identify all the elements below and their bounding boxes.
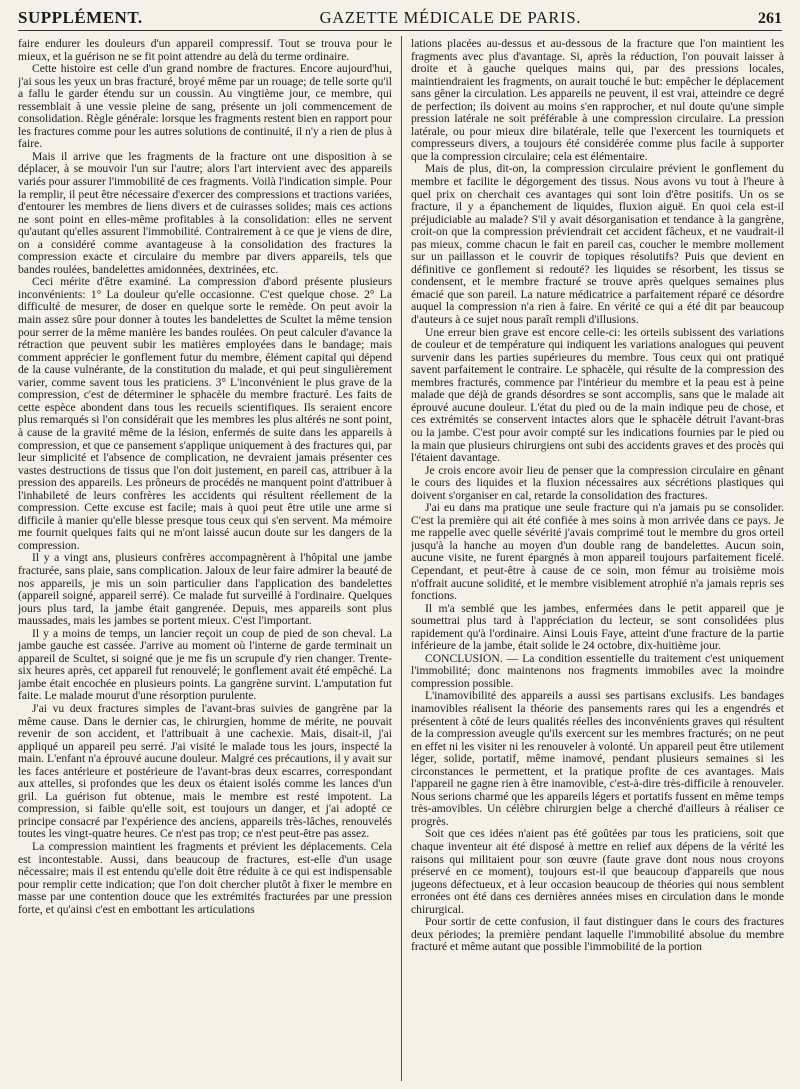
paragraph: J'ai vu deux fractures simples de l'avant-bras suivies de gangrène par la même cause. Dans le dernier cas, le chirurgien, homme de mérite, ne pouvait revenir de son accident, et l'attribuait à une cachexie. Mais, disait-il, j'ai appliqué un appareil peu serré. J'ai visité le malade tous les jours, inspecté la main. L'enfant n'a éprouvé aucune douleur. Malgré ces précautions, il y avait sur les faces antérieure et postérieure de l'avant-bras deux escarres, correspondant aux attelles, si profondes que les deux os étaient isolés comme les lances d'un gril. La guérison fut obtenue, mais le membre est resté impotent. La compression, si faible qu'elle soit, est toujours un danger, et j'ai adopté ce principe consacré par l'expérience des anciens, appareils très-lâches, renouvelés toutes les vingt-quatre heures. Ce n'est pas trop; ce n'est peut-être pas assez. (18, 701, 392, 841)
conclusion-paragraph: CONCLUSION. — La condition essentielle du traitement c'est uniquement l'immobilité; donc maintenons nos fragments immobiles avec la moindre compression possible. (411, 651, 784, 690)
paragraph: Pour sortir de cette confusion, il faut distinguer dans le cours des fractures deux périodes; la première pendant laquelle l'immobilité absolue du membre fracturé et même autant que possible l'immobilité de la portion (411, 915, 784, 954)
section-label: SUPPLÉMENT. (18, 8, 143, 27)
paragraph: Mais de plus, dit-on, la compression circulaire prévient le gonflement du membre et facilite le dégorgement des tissus. Nous avons vu tout à l'heure à quel prix on cherchait ces avantages qui sont loin d'être positifs. Un os se fracture, il y a épanchement de liquides, fluxion aiguë. En quoi cela est-il préjudiciable au malade? S'il y avait désorganisation et tendance à la gangrène, croit-on que la compression préviendrait cet accident fâcheux, et ne vaudrait-il pas mieux, comme chacun le fait en pareil cas, coucher le membre mollement sur un paillasson et le couvrir de topiques résolutifs? Puis que devient en définitive ce gonflement si redouté? les liquides se résorbent, les tissus se condensent, et le membre fracturé se trouve après quelques semaines plus émacié que son pareil. La nature médicatrice a parfaitement réparé ce désordre auquel la compression n'a rien à faire. En vérité ce qui a été dit par beaucoup d'auteurs à ce sujet nous paraît rempli d'illusions. (411, 162, 784, 327)
publication-title: GAZETTE MÉDICALE DE PARIS. (319, 8, 582, 27)
left-column (18, 38, 392, 1083)
paragraph: Mais il arrive que les fragments de la fracture ont une disposition à se déplacer, à se mouvoir l'un sur l'autre; alors l'art intervient avec des appareils variés pour assurer l'immobilité de ces fragments. Voilà l'indication simple. Pour la remplir, il peut être nécessaire d'exercer des compressions et tractions variées, d'entourer les membres de liens divers et de cuirasses solides; mais ces actions ne sont point en elles-même profitables à la consolidation: elles ne servent qu'autant qu'elles assurent l'immobilité. Contrairement à ce que je viens de dire, on a considéré comme avantageuse à la consolidation des fractures la compression exacte et circulaire du membre par divers appareils, tels que bandes roulées, bandelettes amidonnées, dextrinées, etc. (18, 149, 392, 276)
right-column (411, 38, 784, 1083)
page-header (18, 8, 782, 31)
paragraph: Il m'a semblé que les jambes, enfermées dans le petit appareil que je soumettrai plus tard à l'appréciation du lecteur, se sont consolidées plus rapidement qu'à l'ordinaire. Ainsi Louis Faye, atteint d'une fracture de la partie inférieure de la jambe, était solide le 24 octobre, dix-huitième jour. (411, 601, 784, 653)
paragraph: Ceci mérite d'être examiné. La compression d'abord présente plusieurs inconvénients: 1° La douleur qu'elle occasionne. C'est quelque chose. 2° La difficulté de mesurer, de doser en quelque sorte le remède. On peut avoir la main assez sûre pour donner à toutes les bandelettes de Scultet la même tension pour serrer de la même manière les bandes roulées. On peut calculer d'avance la rétraction que peuvent subir les matières employées dans le bandage; mais comment apprécier le gonflement futur du membre, élément capital qui dépend de la cause vulnérante, de la constitution du malade, et qui peut singulièrement varier, comme savent tous les praticiens. 3° L'inconvénient le plus grave de la compression, c'est de déterminer le sphacèle du membre fracturé. Les faits de cette espèce abondent dans tous les recueils scientifiques. Ils seraient encore plus remarqués si l'on considérait que les membres les plus altérés ne sont point, à cause de la gravité même de la lésion, enfermés de suite dans les appareils à compression, et que ce pansement s'applique uniquement à des fractures qui, par leur simplicité et l'absence de complication, ne devraient jamais présenter ces vastes destructions de tissus que l'on doit justement, en pareil cas, attribuer à la pression des appareils. Les prôneurs de procédés ne manquent point d'attribuer à l'inhabileté de leurs confrères les accidents qui résultent réellement de la compression. Cette excuse est facile; mais à quoi peut être utile une arme si difficile à manier qu'elle blesse presque tous ceux qui s'en servent. Ma mémoire me fournit quelques faits qui ne m'ont laissé aucun doute sur les dangers de la compression. (18, 275, 392, 552)
paragraph: La compression maintient les fragments et prévient les déplacements. Cela est incontestable. Aussi, dans beaucoup de fractures, est-elle d'un usage nécessaire; mais il est entendu qu'elle doit être réduite à ce qui est indispensable pour remplir cette indication; que l'on doit chercher plutôt à fixer le membre en masse par une contention douce que les extrémités fracturées par une pression forte, et qu'ainsi c'est en embottant les articulations (18, 840, 392, 916)
paragraph: lations placées au-dessus et au-dessous de la fracture que l'on maintient les fragments avec plus d'avantage. Si, après la réduction, l'on pouvait laisser à droite et à gauche quelques mains qui, par des pressions locales, maintiendraient les fragments, on aurait touché le but: empêcher le déplacement sans gêner la circulation. Les appareils ne peuvent, il est vrai, atteindre ce degré de perfection; ils doivent au moins s'en rapprocher, et nul doute qu'une simple pression latérale ne soit préférable à une compression circulaire. La pression latérale, ou pour mieux dire bilatérale, telle que l'exercent les tourniquets et compresseurs divers, a toujours été considérée comme plus facile à supporter que la compression circulaire; cela est élémentaire. (411, 38, 784, 163)
paragraph: faire endurer les douleurs d'un appareil compressif. Tout se trouva pour le mieux, et la guérison ne se fit point attendre au delà du terme ordinaire. (18, 38, 392, 63)
paragraph: J'ai eu dans ma pratique une seule fracture qui n'a jamais pu se consolider. C'est la première qui ait été confiée à mes soins à mon arrivée dans ce pays. Je me rappelle avec quelle sévérité j'avais comprimé tout le membre du gros orteil jusqu'à la hanche au moyen d'un double rang de bandelettes. Aucun soin, aucune visite, ne furent épargnés à mon appareil toujours parfaitement ficelé. Cependant, et peut-être à cause de ce soin, mon fémur au troisième mois n'offrait aucune solidité, et le membre visiblement atrophié n'a jamais repris ses fonctions. (411, 501, 784, 603)
paragraph: Une erreur bien grave est encore celle-ci: les orteils subissent des variations de couleur et de température qui indiquent les variations analogues qui peuvent survenir dans les parties supérieures du membre. Tous ceux qui ont pratiqué savent parfaitement le contraire. Le sphacèle, qui résulte de la compression des membres fracturés, commence par l'intérieur du membre et la peau est à peine malade que déjà de grands désordres se sont accomplis, sans que le malade ait éprouvé aucune douleur. L'état du pied ou de la main indique peu de chose, et ces extrémités se conservent intactes alors que le sphacèle détruit l'avant-bras ou la jambe. C'est pour avoir compté sur les indications fournies par le pied ou la main que plusieurs chirurgiens ont subi des accidents graves et des procès qui l'étaient davantage. (411, 325, 784, 465)
paragraph: Soit que ces idées n'aient pas été goûtées par tous les praticiens, soit que chaque inventeur ait été disposé à mettre en relief aux dépens de la vérité les raisons qui militaient pour son œuvre (faute grave dont nous nous croyons préservé en ce moment), toujours est-il que beaucoup d'appareils que nous jugeons défectueux, et à leur occasion beaucoup de théories qui nous semblent erronées ont été dans ces dernières années mises en circulation dans le monde chirurgical. (411, 827, 784, 916)
paragraph: Il y a vingt ans, plusieurs confrères accompagnèrent à l'hôpital une jambe fracturée, sans plaie, sans complication. Jaloux de leur faire admirer la beauté de nos appareils, je mis un soin particulier dans l'application des bandelettes (appareil soigné, appareil serré). Ce malade fut surveillé à l'ordinaire. Quelques jours plus tard, la jambe était gangrenée. Depuis, mes appareils sont plus maussades, mais les jambes se portent mieux. C'est l'important. (18, 551, 392, 628)
paragraph: Cette histoire est celle d'un grand nombre de fractures. Encore aujourd'hui, j'ai sous les yeux un bras fracturé, broyé même par un rouage; de telle sorte qu'il a fallu le garder étendu sur un coussin. Au vingtième jour, ce membre, qui ressemblait à une vessie pleine de sang, présente un joli commencement de consolidation. Règle générale: lorsque les fragments restent bien en rapport pour les fractures comme pour les autres solutions de continuité, il n'y a rien de plus à faire. (18, 62, 392, 151)
page-number: 261 (758, 10, 782, 27)
paragraph: L'inamovibilité des appareils a aussi ses partisans exclusifs. Les bandages inamovibles réalisent la théorie des pansements rares qui les a engendrés et présentent à côté de leurs qualités réelles des inconvénients graves qui résultent de la compression aveugle qu'ils exercent sur les membres fracturés; on ne peut en effet ni les visiter ni les renouveler à volonté. Un appareil peut être utilement léger, solide, portatif, même inamové, pendant plusieurs semaines si les circonstances le permettent, et la pratique profite de ces avantages. Mais l'appareil ne gagne rien à être inamovible, c'est-à-dire très-difficile à renouveler. Nous serions charmé que les appareils légers et portatifs fussent en même temps très-amovibles. Un célèbre chirurgien belge a cherché d'ailleurs à réaliser ce progrès. (411, 689, 784, 828)
paragraph: Je crois encore avoir lieu de penser que la compression circulaire en gênant le cours des liquides et la fluxion nécessaires aux sécrétions plastiques qui doivent s'organiser en cal, retarde la consolidation des fractures. (411, 463, 784, 502)
column-divider (401, 36, 402, 1081)
paragraph: Il y a moins de temps, un lancier reçoit un coup de pied de son cheval. La jambe gauche est cassée. J'arrive au moment où l'interne de garde terminait un appareil de Scultet, si soigné que je me fis un scrupule d'y rien changer. Trente-six heures après, cet appareil fut renouvelé; le gonflement avait été empêché. La jambe était encochée en plusieurs points. La gangrène survint. L'amputation fut faite. Le malade mourut d'une résorption purulente. (18, 626, 392, 703)
